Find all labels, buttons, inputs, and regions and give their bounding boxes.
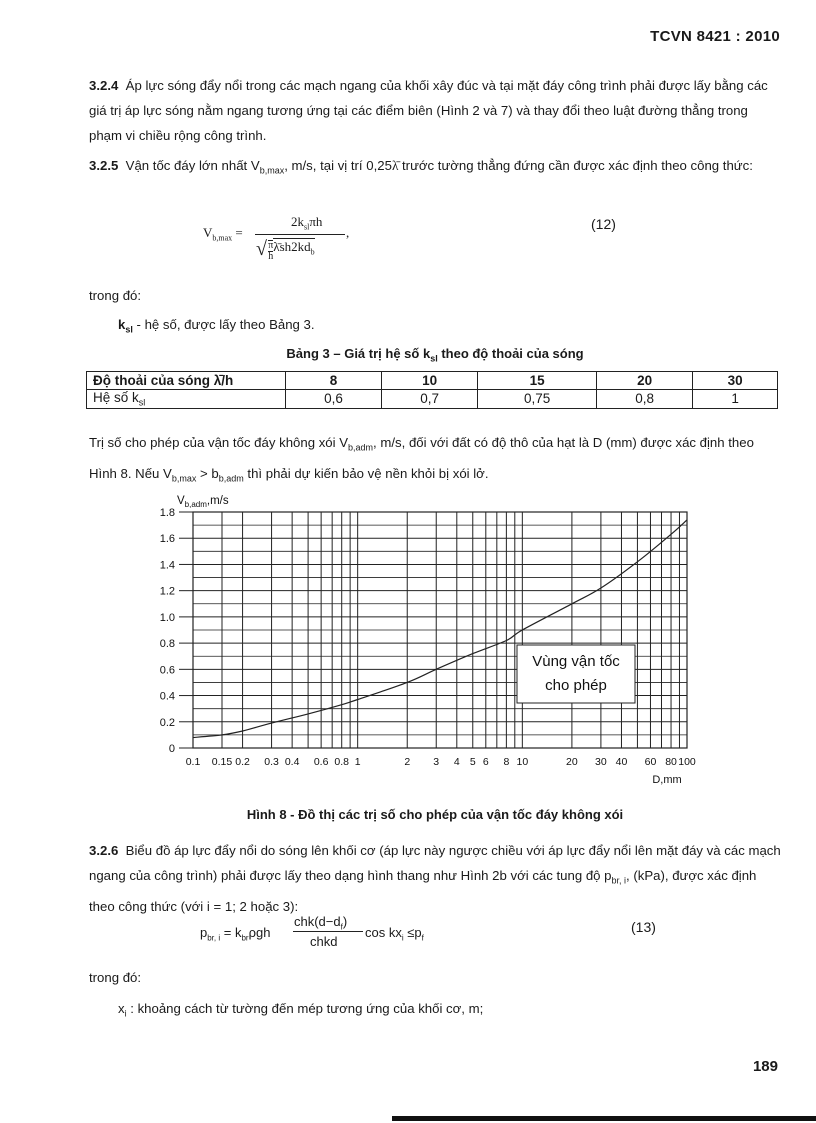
- table-cell: Hệ số $k_{sl}$: [87, 390, 286, 409]
- section-number: 3.2.6: [89, 843, 119, 858]
- table-cell: 10: [382, 372, 478, 390]
- x-tick-label: 6: [482, 756, 489, 768]
- figure-8-chart: [150, 490, 710, 795]
- x-tick-label: 0.6: [313, 756, 329, 768]
- section-3-2-4: [89, 73, 781, 148]
- x-tick-labels: [186, 756, 696, 768]
- x-tick-label: 30: [595, 756, 607, 768]
- xi-definition: $x_i$ : khoảng cách từ tường đến mép tương ứng của khối cơ, m;: [118, 1001, 484, 1019]
- ksl-definition: $k_{sl}$ - hệ số, được lấy theo Bảng 3.: [118, 317, 315, 335]
- section-number: 3.2.5: [89, 158, 119, 173]
- y-tick-label: 0.6: [159, 664, 175, 677]
- table-row: [87, 390, 778, 409]
- page-number: 189: [752, 1058, 778, 1075]
- x-tick-label: 20: [566, 756, 578, 768]
- figure-8-caption: Hình 8 - Đồ thị các trị số cho phép của vận tốc đáy không xói: [246, 807, 624, 822]
- header-title: TCVN 8421 : 2010: [650, 28, 780, 45]
- section-3-2-6: 3.2.6 Biểu đồ áp lực đẩy nổi do sóng lên khối cơ (áp lực này ngược chiều với áp lực đẩy nổi lên mặt đáy và các mạch ngang của công trình) phải được lấy theo dạng hình thang như Hình 2b với các tung độ $p_{br, i}$, (kPa), được xác định theo công thức (với i = 1; 2 hoặc 3):: [89, 843, 781, 914]
- annotation-line-2: cho phép: [545, 677, 607, 694]
- where-label: trong đó:: [89, 288, 142, 303]
- equation-12: $V_{b,max}$ = $2k_{sl}\pi h$ √ $\frac{\pi}{h}$ $\lambdāsh2kd_b$ , (12): [203, 214, 616, 262]
- table-3-caption: Bảng 3 – Giá trị hệ số $k_{sl}$ theo độ thoải của sóng: [286, 346, 584, 364]
- table-3: [86, 371, 778, 409]
- y-tick-labels: [160, 507, 193, 755]
- x-tick-label: 0.2: [235, 756, 250, 768]
- equation-number: (12): [591, 216, 616, 232]
- equation-13: $p_{br, i} = k_{br}\rho gh$ $chk(d-d_f)$ chkd $\cos kx_i \le p_f$ (13): [200, 914, 656, 949]
- x-tick-label: 0.3: [264, 756, 279, 768]
- lambda-symbol: λ̄: [391, 158, 399, 173]
- y-tick-label: 1.4: [159, 559, 175, 572]
- table-cell: 0,6: [286, 390, 382, 409]
- equation-number: (13): [631, 919, 656, 935]
- section-number: 3.2.4: [89, 78, 119, 93]
- chart-grid: [193, 512, 687, 748]
- velocity-curve: [193, 520, 687, 738]
- x-tick-label: 0.4: [284, 756, 300, 768]
- x-tick-label: 100: [678, 756, 696, 768]
- x-tick-label: 2: [404, 756, 411, 768]
- y-tick-label: 1.0: [159, 611, 175, 624]
- x-tick-label: 4: [453, 756, 460, 768]
- annotation-line-1: Vùng vận tốc: [532, 653, 620, 670]
- table-cell: Độ thoải của sóng λ̄/h: [87, 372, 286, 390]
- table-cell: 20: [597, 372, 693, 390]
- x-tick-label: 8: [503, 756, 510, 768]
- allowable-velocity-paragraph: Trị số cho phép của vận tốc đáy không xói $V_{b,adm}$, m/s, đối với đất có độ thô của hạt là D (mm) được xác định theo Hình 8. Nếu $V_{b,max} > b_{b,adm}$ thì phải dự kiến bảo vệ nền khỏi bị xói lở.: [89, 435, 754, 484]
- table-row: [87, 372, 778, 390]
- x-tick-label: 80: [665, 756, 677, 768]
- x-tick-label: 0.8: [334, 756, 350, 768]
- section-text: Áp lực sóng đẩy nổi trong các mạch ngang của khối xây đúc và tại mặt đáy công trình phải được lấy bằng các giá trị áp lực sóng nằm ngang tương ứng tại các điểm biên (Hình 2 và 7) và thay đổi theo luật đường thẳng trong phạm vi chiều rộng công trình.: [89, 78, 768, 143]
- y-tick-label: 0.8: [159, 638, 175, 651]
- x-tick-label: 5: [469, 756, 476, 768]
- y-tick-label: 1.6: [159, 533, 175, 546]
- table-cell: 1: [693, 390, 778, 409]
- x-tick-label: 40: [615, 756, 628, 768]
- table-cell: 0,75: [478, 390, 597, 409]
- table-cell: 15: [478, 372, 597, 390]
- y-axis-label: $V_{b,adm},m/s$: [177, 495, 229, 509]
- y-tick-label: 1.8: [159, 507, 175, 519]
- x-tick-label: 1: [354, 756, 361, 768]
- y-tick-label: 0.4: [159, 690, 175, 703]
- y-tick-label: 0: [168, 743, 175, 755]
- fraction-bar: [293, 931, 363, 932]
- fraction-bar: [255, 234, 345, 235]
- y-tick-label: 0.2: [159, 716, 175, 729]
- y-tick-label: 1.2: [159, 585, 175, 598]
- table-cell: 8: [286, 372, 382, 390]
- x-axis-label: D,mm: [652, 774, 682, 786]
- x-tick-label: 10: [516, 756, 529, 768]
- x-tick-label: 0.1: [185, 756, 201, 768]
- where-label: trong đó:: [89, 970, 142, 985]
- table-cell: 0,7: [382, 390, 478, 409]
- table-cell: 30: [693, 372, 778, 390]
- section-3-2-5: 3.2.5 Vận tốc đáy lớn nhất $V_{b,max}$, m/s, tại vị trí 0,25λ̄ trước tường thẳng đứng cần được xác định theo công thức:: [89, 158, 753, 176]
- bottom-rule: [392, 1116, 816, 1121]
- x-tick-label: 3: [433, 756, 440, 768]
- x-tick-label: 0.15: [211, 756, 233, 768]
- x-tick-label: 60: [644, 756, 657, 768]
- table-cell: 0,8: [597, 390, 693, 409]
